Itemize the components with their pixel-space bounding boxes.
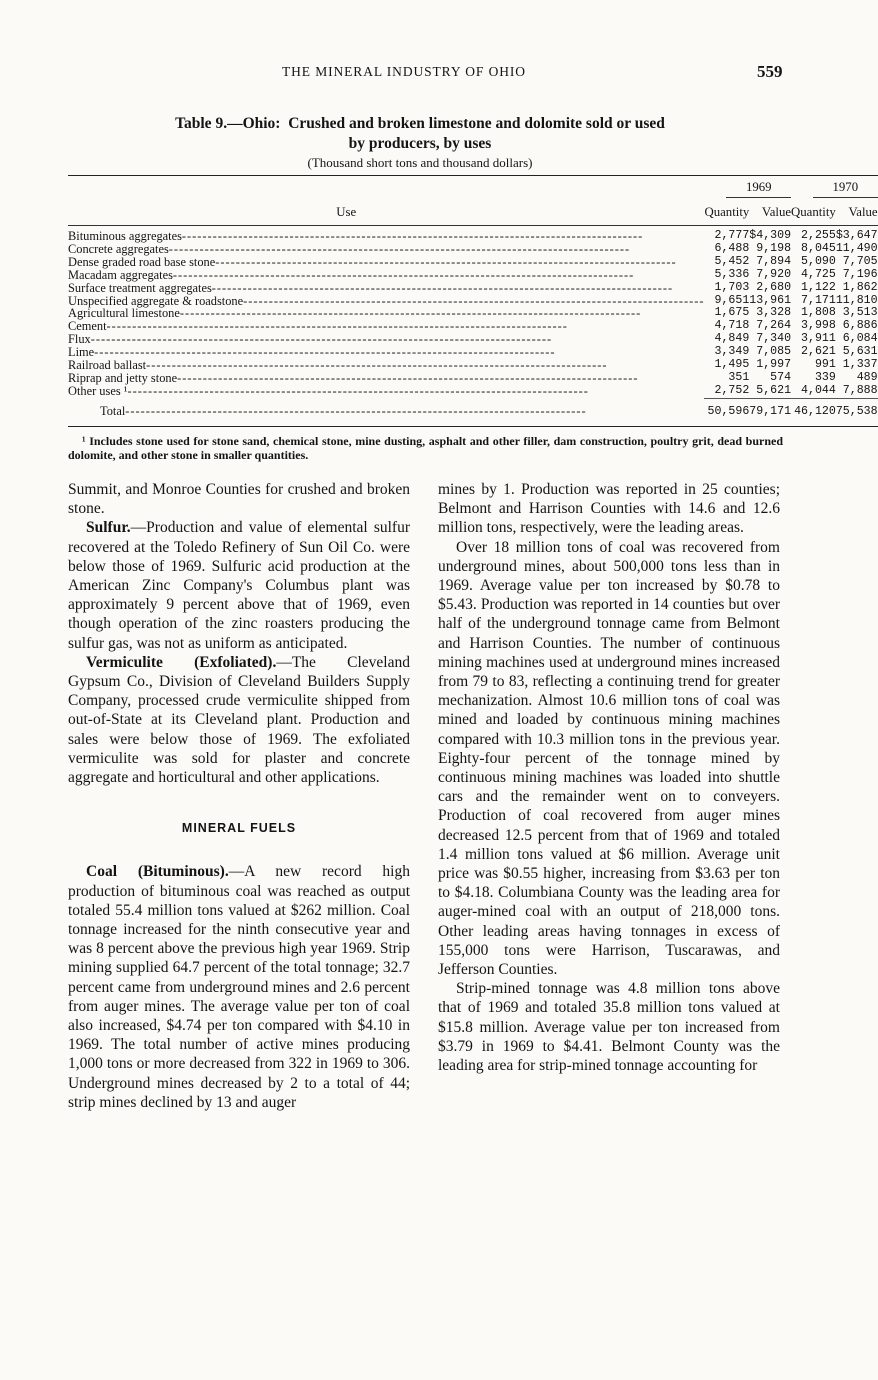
use-label: Unspecified aggregate & roadstone xyxy=(68,293,244,308)
use-cell: Riprap and jetty stone------------------------------------------------------------------------------------------ xyxy=(68,370,639,385)
value-1969-cell: 7,085 xyxy=(756,345,792,359)
table-footnote: ¹ Includes stone used for stone sand, chemical stone, mine dusting, asphalt and other filler, dam construction, poultry grit, dead burned dolomite, and other stone in smaller quantities. xyxy=(68,434,783,462)
use-label: Agricultural limestone xyxy=(68,306,180,321)
sulfur-heading: Sulfur. xyxy=(86,519,131,537)
quantity-1970-cell: 1,808 xyxy=(801,306,836,320)
use-label: Other uses ¹ xyxy=(68,384,128,399)
use-label: Total xyxy=(100,404,126,419)
value-1970-cell: 11,810 xyxy=(835,293,878,307)
quantity-1970-cell: 339 xyxy=(814,370,836,384)
use-cell: Total------------------------------------------------------------------------------------------ xyxy=(100,404,587,419)
value-1969-cell: 7,264 xyxy=(756,319,792,333)
value-1970-cell: 1,862 xyxy=(842,280,878,294)
paragraph-summit: Summit, and Monroe Counties for crushed and broken stone. xyxy=(68,481,410,518)
value-1970-cell: 6,886 xyxy=(842,319,878,333)
quantity-1970-cell: 8,045 xyxy=(801,241,836,255)
running-title: THE MINERAL INDUSTRY OF OHIO xyxy=(282,64,526,79)
use-cell: Macadam aggregates------------------------------------------------------------------------------------------ xyxy=(68,267,635,282)
coal-heading: Coal (Bituminous). xyxy=(86,863,229,881)
use-label: Dense graded road base stone xyxy=(68,254,216,269)
value-1969-cell: 2,680 xyxy=(756,280,792,294)
use-cell: Dense graded road base stone------------------------------------------------------------------------------------------ xyxy=(68,254,677,269)
quantity-1969-cell: 5,452 xyxy=(714,254,750,268)
quantity-1970-cell: 4,725 xyxy=(801,267,836,281)
left-column xyxy=(68,480,410,1112)
year-header-1969: 1969 xyxy=(704,179,791,199)
value-1970-cell: 7,196 xyxy=(842,267,878,281)
value-1969-cell: $4,309 xyxy=(749,229,792,242)
use-cell: Other uses ¹------------------------------------------------------------------------------------------ xyxy=(68,384,589,399)
value-1970-cell: 1,337 xyxy=(842,358,878,372)
value-1969-cell: 7,920 xyxy=(756,267,792,281)
use-cell: Lime------------------------------------------------------------------------------------------ xyxy=(68,345,556,360)
value-1969-cell: 5,621 xyxy=(756,383,792,397)
table-row xyxy=(68,372,878,385)
vermiculite-text: —The Cleveland Gypsum Co., Division of Cleveland Builders Supply Company, processed crude vermiculite shipped from out-of-State at its Cleveland plant. Production and sales were below those of 1969. The exfoliated vermiculite was sold for plaster and concrete aggregate and horticultural and other applications. xyxy=(68,653,410,787)
use-cell: Railroad ballast------------------------------------------------------------------------------------------ xyxy=(68,358,608,373)
page-header xyxy=(0,62,857,86)
quantity-1970-cell: 4,044 xyxy=(801,383,836,397)
use-cell: Flux------------------------------------------------------------------------------------------ xyxy=(68,332,553,347)
quantity-1969-cell: 2,752 xyxy=(714,383,750,397)
table-title-line1 xyxy=(60,114,780,134)
column-header-value-1970: Value xyxy=(848,204,878,219)
value-1969-cell: 1,997 xyxy=(756,358,792,372)
use-label: Macadam aggregates xyxy=(68,267,173,282)
table-row xyxy=(68,385,878,398)
paragraph-sulfur xyxy=(68,518,410,652)
quantity-1969-cell: 1,495 xyxy=(714,358,750,372)
value-1970-cell: 11,490 xyxy=(835,241,878,255)
value-1970-cell: 3,513 xyxy=(842,306,878,320)
value-1970-cell: $3,647 xyxy=(835,229,878,242)
quantity-1969-cell: 4,718 xyxy=(714,319,750,333)
vermiculite-heading: Vermiculite (Exfoliated). xyxy=(86,653,277,671)
value-1969-cell: 7,340 xyxy=(756,332,792,346)
quantity-1970-cell: 46,120 xyxy=(794,405,836,419)
value-1970-cell: 7,888 xyxy=(842,383,878,397)
right-column xyxy=(438,480,780,1075)
value-1969-cell: 79,171 xyxy=(749,405,792,419)
paragraph-mines: mines by 1. Production was reported in 25 counties; Belmont and Harrison Counties with 14.6 and 12.6 million tons, respectively, were the leading areas. xyxy=(438,481,780,537)
section-heading-mineral-fuels: MINERAL FUELS xyxy=(181,821,297,836)
quantity-1970-cell: 3,911 xyxy=(801,332,836,346)
quantity-1969-cell: 6,488 xyxy=(714,241,750,255)
table-title-text: Crushed and broken limestone and dolomite sold or used xyxy=(288,115,665,132)
column-header-value-1969: Value xyxy=(761,204,792,219)
quantity-1970-cell: 5,090 xyxy=(801,254,836,268)
use-cell: Bituminous aggregates------------------------------------------------------------------------------------------ xyxy=(68,229,644,243)
column-header-quantity-1969: Quantity xyxy=(704,204,750,219)
value-1969-cell: 7,894 xyxy=(756,254,792,268)
coal-text: —A new record high production of bituminous coal was reached as output totaled 55.4 million tons valued at $262 million. Coal tonnage increased for the ninth consecutive year and was 8 percent above the previous high year 1969. Strip mining supplied 64.7 percent of the total tonnage; 32.7 percent came from underground mines and 2.6 percent from auger mines. The average value per ton of coal also increased, $4.74 per ton compared with $4.10 in 1969. The total number of active mines producing 1,000 tons or more decreased from 322 in 1969 to 306. Underground mines decreased by 2 to a total of 44; strip mines declined by 13 and auger xyxy=(68,863,410,1111)
use-label: Cement xyxy=(68,319,107,334)
value-1969-cell: 574 xyxy=(770,370,792,384)
use-cell: Unspecified aggregate & roadstone------------------------------------------------------------------------------------------ xyxy=(68,293,705,308)
value-1970-cell: 489 xyxy=(856,370,878,384)
quantity-1970-cell: 2,255 xyxy=(801,229,836,242)
value-1970-cell: 7,705 xyxy=(842,254,878,268)
quantity-1970-cell: 3,998 xyxy=(801,319,836,333)
quantity-1969-cell: 351 xyxy=(728,370,750,384)
value-1970-cell: 5,631 xyxy=(842,345,878,359)
table-caption xyxy=(60,114,780,172)
quantity-1970-cell: 7,171 xyxy=(801,293,836,307)
stone-table xyxy=(68,175,878,427)
quantity-1969-cell: 1,703 xyxy=(714,280,750,294)
total-row xyxy=(68,404,878,420)
use-cell: Agricultural limestone------------------------------------------------------------------------------------------ xyxy=(68,306,642,321)
quantity-1970-cell: 991 xyxy=(814,358,836,372)
quantity-1969-cell: 9,651 xyxy=(714,293,750,307)
paragraph-vermiculite xyxy=(68,653,410,787)
use-label: Riprap and jetty stone xyxy=(68,370,178,385)
use-label: Concrete aggregates xyxy=(68,241,169,256)
use-label: Railroad ballast xyxy=(68,358,147,373)
use-column-header: Use xyxy=(336,204,357,219)
quantity-1970-cell: 1,122 xyxy=(801,280,836,294)
value-1970-cell: 6,084 xyxy=(842,332,878,346)
value-1970-cell: 75,538 xyxy=(835,405,878,419)
value-1969-cell: 9,198 xyxy=(756,241,792,255)
table-units: (Thousand short tons and thousand dollars) xyxy=(307,155,533,170)
quantity-1969-cell: 50,596 xyxy=(707,405,750,419)
use-label: Flux xyxy=(68,332,91,347)
quantity-1969-cell: 3,349 xyxy=(714,345,750,359)
use-label: Surface treatment aggregates xyxy=(68,280,212,295)
use-label: Lime xyxy=(68,345,95,360)
year-header-1970: 1970 xyxy=(791,179,878,199)
table-label: Table 9.—Ohio: xyxy=(175,115,281,132)
quantity-1969-cell: 1,675 xyxy=(714,306,750,320)
quantity-1969-cell: 5,336 xyxy=(714,267,750,281)
paragraph-coal xyxy=(68,862,410,1112)
paragraph-strip-mined: Strip-mined tonnage was 4.8 million tons above that of 1969 and totaled 35.8 million tons valued at $15.8 million. Average value per ton increased from $3.79 in 1969 to $4.41. Belmont County was the leading area for strip-mined tonnage accounting for xyxy=(438,980,780,1075)
paragraph-underground: Over 18 million tons of coal was recovered from underground mines, about 500,000 tons less than in 1969. Average value per ton increased by $0.78 to $5.43. Production was reported in 14 counties but over half of the underground tonnage came from Belmont and Harrison Counties. The number of continuous mining machines used at underground mines increased from 79 to 83, reflecting a continuing trend for greater mechanization. Almost 10.6 million tons of coal was mined and loaded by continuous mining machines compared with 10.3 million tons in the previous year. Eighty-four percent of the tonnage mined by continuous mining machines was loaded into shuttle cars and the remainder went on to conveyers. Production of coal recovered from auger mines decreased 12.5 percent from that of 1969 and totaled 1.4 million tons valued at $6 million. Average unit price was $0.55 higher, increasing from $3.63 per ton to $4.18. Columbiana County was the leading area for auger-mined coal with an output of 218,000 tons. Other leading areas having tonnages in excess of 155,000 tons were Harrison, Tuscarawas, and Jefferson Counties. xyxy=(438,538,780,979)
quantity-1970-cell: 2,621 xyxy=(801,345,836,359)
value-1969-cell: 3,328 xyxy=(756,306,792,320)
sulfur-text: —Production and value of elemental sulfur recovered at the Toledo Refinery of Sun Oil Co. were below those of 1969. Sulfuric acid production at the American Zinc Company's Columbus plant was approximately 9 percent above that of 1969, even though operation of the zinc roasters producing the sulfur gas, was not as uniform as anticipated. xyxy=(68,519,410,652)
quantity-1969-cell: 4,849 xyxy=(714,332,750,346)
use-cell: Cement------------------------------------------------------------------------------------------ xyxy=(68,319,568,334)
use-cell: Surface treatment aggregates------------------------------------------------------------------------------------------ xyxy=(68,280,674,295)
column-header-quantity-1970: Quantity xyxy=(791,204,836,219)
value-1969-cell: 13,961 xyxy=(749,293,792,307)
use-cell: Concrete aggregates------------------------------------------------------------------------------------------ xyxy=(68,241,631,256)
use-label: Bituminous aggregates xyxy=(68,229,182,243)
page-number: 559 xyxy=(757,62,783,81)
table-title-line2: by producers, by uses xyxy=(348,135,492,152)
quantity-1969-cell: 2,777 xyxy=(714,229,750,242)
